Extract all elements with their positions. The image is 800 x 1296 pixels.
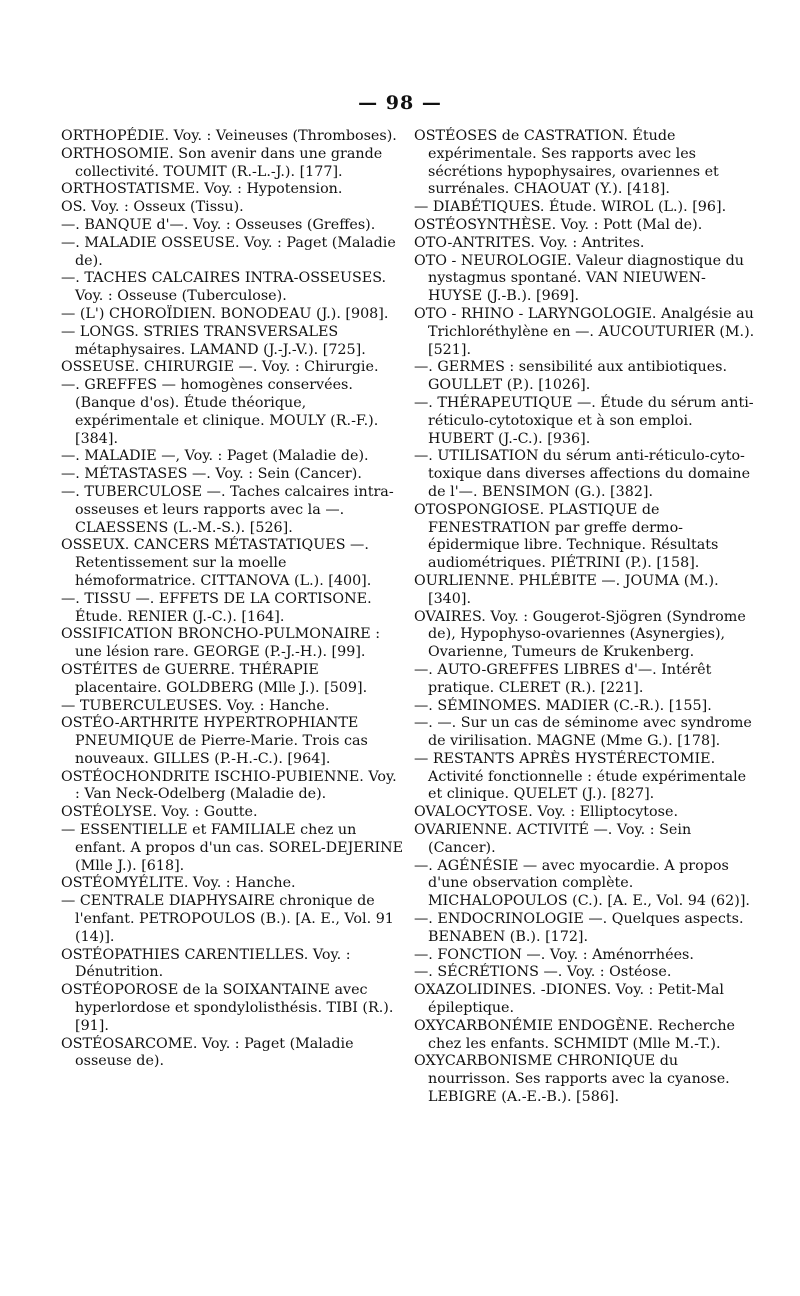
index-entry: — TUBERCULEUSES. Voy. : Hanche. xyxy=(61,697,330,714)
index-entry: — LONGS. STRIES TRANSVERSALES métaphysaires. LAMAND (J.-J.-V.). [725]. xyxy=(61,323,366,358)
index-entry: OTO-ANTRITES. Voy. : Antrites. xyxy=(414,234,645,251)
index-entry: —. THÉRAPEUTIQUE —. Étude du sérum anti-réticulo-cytotoxique et à son emploi. HUBERT (J.-C.). [936]. xyxy=(414,394,754,447)
index-entry: — DIABÉTIQUES. Étude. WIROL (L.). [96]. xyxy=(414,199,727,216)
index-entry: —. SÉCRÉTIONS —. Voy. : Ostéose. xyxy=(414,964,672,981)
index-entry: OSTÉOSYNTHÈSE. Voy. : Pott (Mal de). xyxy=(414,216,703,233)
index-entry: —. FONCTION —. Voy. : Aménorrhées. xyxy=(414,946,694,963)
index-entry: —. MALADIE —, Voy. : Paget (Maladie de). xyxy=(61,448,369,465)
index-entry: OVAIRES. Voy. : Gougerot-Sjögren (Syndrome de), Hypophyso-ovariennes (Asynergies), Ovarienne, Tumeurs de Krukenberg. xyxy=(414,608,746,661)
index-entry: OSTÉOMYÉLITE. Voy. : Hanche. xyxy=(61,875,296,892)
index-entry: —. GERMES : sensibilité aux antibiotiques. GOULLET (P.). [1026]. xyxy=(414,359,728,394)
index-entry: ORTHOSTATISME. Voy. : Hypotension. xyxy=(61,181,343,198)
index-entry: OSTÉOLYSE. Voy. : Goutte. xyxy=(61,804,258,821)
index-entry: OSTÉOCHONDRITE ISCHIO-PUBIENNE. Voy. : Van Neck-Odelberg (Maladie de). xyxy=(61,768,397,803)
index-entry: OSTÉOSARCOME. Voy. : Paget (Maladie osseuse de). xyxy=(61,1035,354,1070)
index-entry: OXYCARBONISME CHRONIQUE du nourrisson. Ses rapports avec la cyanose. LEBIGRE (A.-E.-B.). [586]. xyxy=(414,1053,730,1106)
index-entry: OTO - NEUROLOGIE. Valeur diagnostique du nystagmus spontané. VAN NIEUWEN-HUYSE (J.-B.). [969]. xyxy=(414,252,744,305)
index-entry: OSSEUX. CANCERS MÉTASTATIQUES —. Retentissement sur la moelle hémoformatrice. CITTANOVA (L.). [400]. xyxy=(61,537,372,589)
index-entry: OSTÉOSES de CASTRATION. Étude expérimentale. Ses rapports avec les sécrétions hypophysaires, ovariennes et surrénales. CHAOUAT (Y.). [418]. xyxy=(414,128,719,198)
index-entry: OXYCARBONÉMIE ENDOGÈNE. Recherche chez les enfants. SCHMIDT (Mlle M.-T.). xyxy=(414,1017,736,1052)
index-entry: OSTÉITES de GUERRE. THÉRAPIE placentaire. GOLDBERG (Mlle J.). [509]. xyxy=(61,661,368,696)
index-entry: ORTHOPÉDIE. Voy. : Veineuses (Thromboses). xyxy=(61,128,397,144)
index-entry: —. UTILISATION du sérum anti-réticulo-cyto-toxique dans diverses affections du domaine de l'—. BENSIMON (G.). [382]. xyxy=(414,448,751,500)
index-entry: OTO - RHINO - LARYNGOLOGIE. Analgésie au Trichloréthylène en —. AUCOUTURIER (M.). [521]. xyxy=(414,305,755,358)
index-entry: —. ENDOCRINOLOGIE —. Quelques aspects. BENABEN (B.). [172]. xyxy=(414,911,744,945)
index-entry: —. —. Sur un cas de séminome avec syndrome de virilisation. MAGNE (Mme G.). [178]. xyxy=(414,715,752,750)
index-entry: OSTÉO-ARTHRITE HYPERTROPHIANTE PNEUMIQUE de Pierre-Marie. Trois cas nouveaux. GILLES (P.-H.-C.). [964]. xyxy=(61,715,368,767)
index-entry: —. GREFFES — homogènes conservées. (Banque d'os). Étude théorique, expérimentale et clinique. MOULY (R.-F.). [384]. xyxy=(61,377,379,447)
index-entry: —. MÉTASTASES —. Voy. : Sein (Cancer). xyxy=(61,466,362,483)
index-entry: —. BANQUE d'—. Voy. : Osseuses (Greffes). xyxy=(61,216,376,233)
index-entry: —. MALADIE OSSEUSE. Voy. : Paget (Maladie de). xyxy=(61,234,396,269)
index-entry: ORTHOSOMIE. Son avenir dans une grande collectivité. TOUMIT (R.-L.-J.). [177]. xyxy=(61,145,383,180)
index-entry: OSSEUSE. CHIRURGIE —. Voy. : Chirurgie. xyxy=(61,359,379,376)
index-entry: OXAZOLIDINES. -DIONES. Voy. : Petit-Mal épileptique. xyxy=(414,982,724,1017)
index-entry: —. SÉMINOMES. MADIER (C.-R.). [155]. xyxy=(414,697,712,714)
index-entry: —. AUTO-GREFFES LIBRES d'—. Intérêt pratique. CLERET (R.). [221]. xyxy=(414,661,712,696)
left-column xyxy=(61,128,405,1071)
page-number: — 98 — xyxy=(358,92,442,114)
index-entry: —. TUBERCULOSE —. Taches calcaires intra-osseuses et leurs rapports avec la —. CLAESSENS (L.-M.-S.). [526]. xyxy=(61,483,394,536)
index-entry: OSTÉOPOROSE de la SOIXANTAINE avec hyperlordose et spondylolisthésis. TIBI (R.). [91]. xyxy=(61,982,394,1034)
index-entry: — ESSENTIELLE et FAMILIALE chez un enfant. A propos d'un cas. SOREL-DEJERINE (Mlle J.). [618]. xyxy=(61,822,404,874)
index-entry: OSTÉOPATHIES CARENTIELLES. Voy. : Dénutrition. xyxy=(61,946,351,981)
index-entry: OSSIFICATION BRONCHO-PULMONAIRE : une lésion rare. GEORGE (P.-J.-H.). [99]. xyxy=(61,626,381,661)
index-entry: OTOSPONGIOSE. PLASTIQUE de FENESTRATION par greffe dermo-épidermique libre. Technique. Résultats audiométriques. PIÉTRINI (P.). [158]. xyxy=(414,501,719,572)
index-entry: OURLIENNE. PHLÉBITE —. JOUMA (M.). [340]. xyxy=(414,572,719,607)
index-entry: — (L') CHOROÏDIEN. BONODEAU (J.). [908]. xyxy=(61,305,389,322)
index-entry: OVARIENNE. ACTIVITÉ —. Voy. : Sein (Cancer). xyxy=(414,822,692,856)
index-entry: — RESTANTS APRÈS HYSTÉRECTOMIE. Activité fonctionnelle : étude expérimentale et clinique. QUELET (J.). [827]. xyxy=(414,750,747,803)
index-entry: — CENTRALE DIAPHYSAIRE chronique de l'enfant. PETROPOULOS (B.). [A. E., Vol. 91 (14)]. xyxy=(61,893,394,945)
right-column xyxy=(414,128,758,1107)
index-entry: —. TISSU —. EFFETS DE LA CORTISONE. Étude. RENIER (J.-C.). [164]. xyxy=(61,590,372,625)
index-entry: —. TACHES CALCAIRES INTRA-OSSEUSES. Voy. : Osseuse (Tuberculose). xyxy=(61,270,387,305)
index-entry: —. AGÉNÉSIE — avec myocardie. A propos d'une observation complète. MICHALOPOULOS (C.). [A. E., Vol. 94 (62)]. xyxy=(414,857,750,910)
index-entry: OVALOCYTOSE. Voy. : Elliptocytose. xyxy=(414,804,679,821)
index-entry: OS. Voy. : Osseux (Tissu). xyxy=(61,199,244,216)
